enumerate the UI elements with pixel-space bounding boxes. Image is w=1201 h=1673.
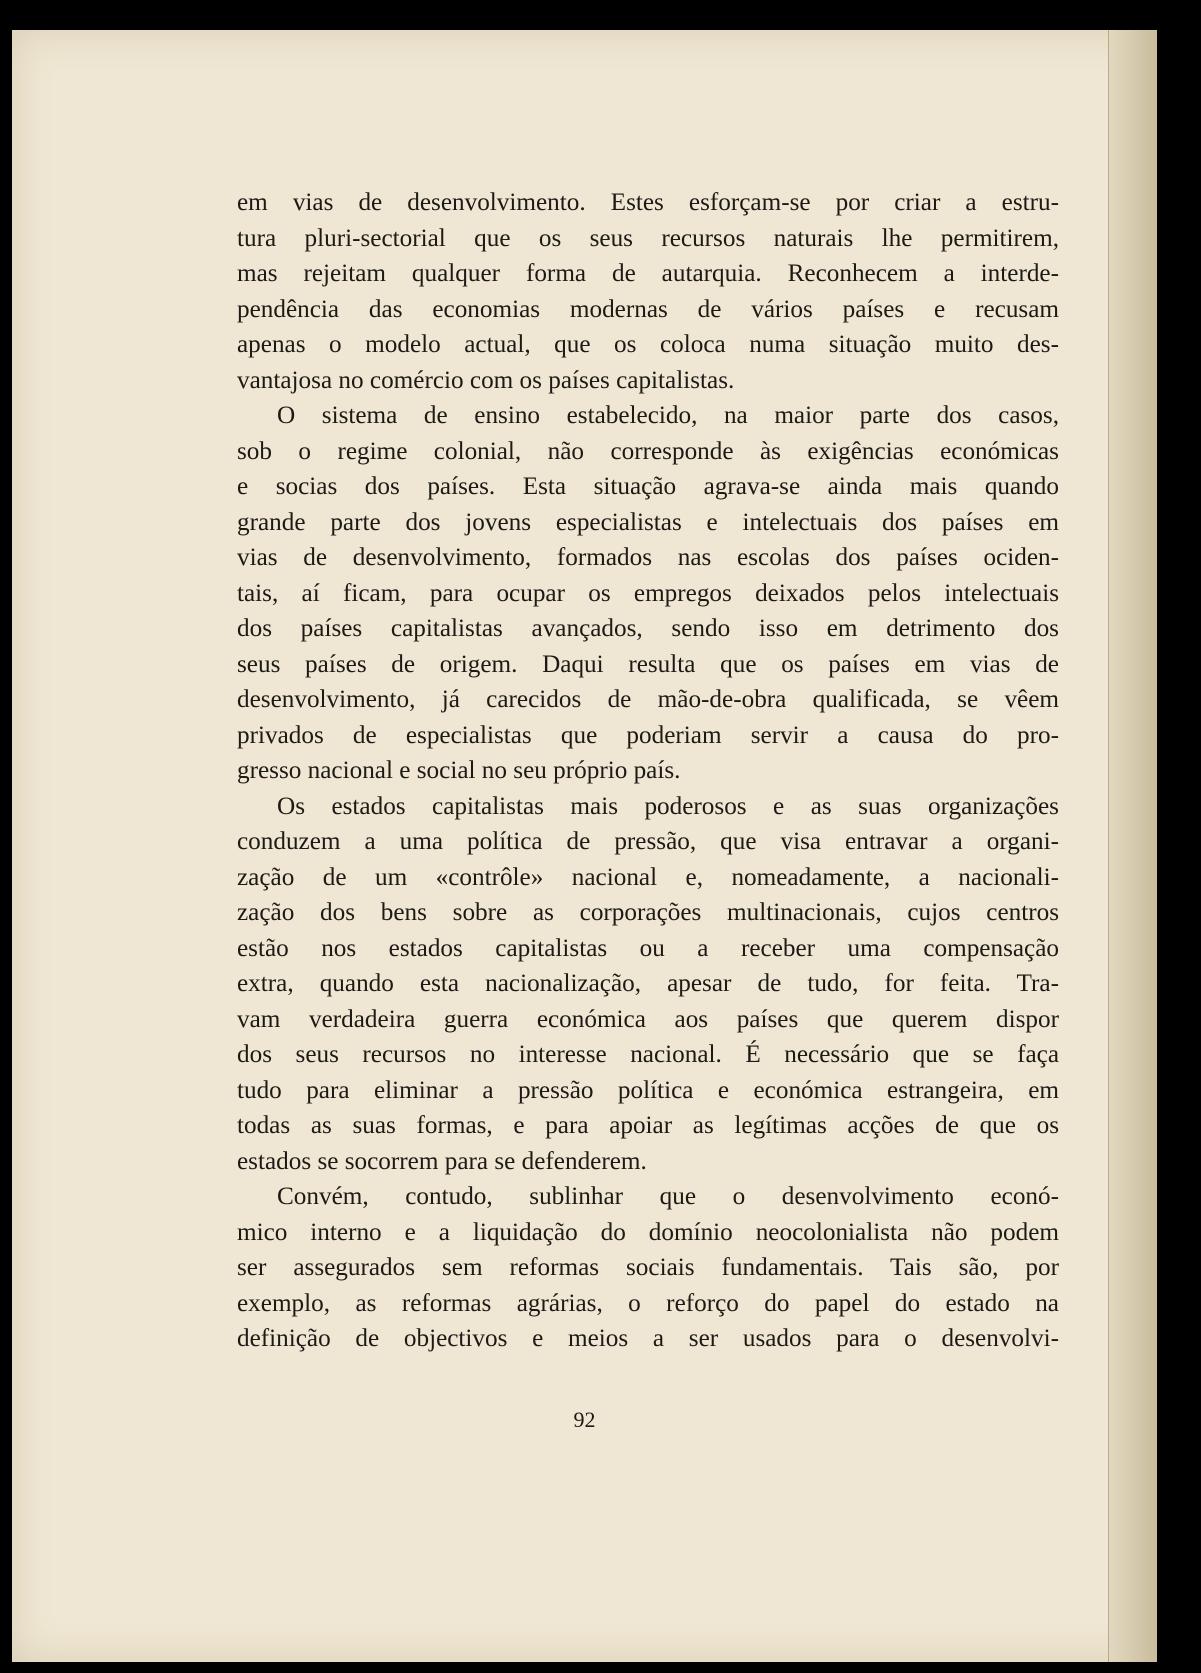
text-line: estão nos estados capitalistas ou a receber uma compensação xyxy=(237,934,1059,962)
text-line: mas rejeitam qualquer forma de autarquia. Reconhecem a interde- xyxy=(237,260,1059,287)
text-line: ser assegurados sem reformas sociais fundamentais. Tais são, por xyxy=(237,1254,1059,1281)
text-line: tudo para eliminar a pressão política e económica estrangeira, em xyxy=(237,1076,1059,1104)
text-line: seus países de origem. Daqui resulta que os países em vias de xyxy=(237,650,1059,678)
text-line: Os estados capitalistas mais poderosos e as suas organizações xyxy=(277,792,1059,820)
text-line: vam verdadeira guerra económica aos países que querem dispor xyxy=(237,1005,1059,1033)
page-number: 92 xyxy=(573,1407,596,1432)
text-line: definição de objectivos e meios a ser usados para o desenvolvi- xyxy=(237,1325,1059,1352)
text-line: e socias dos países. Esta situação agrava-se ainda mais quando xyxy=(237,473,1059,500)
text-line: O sistema de ensino estabelecido, na maior parte dos casos, xyxy=(277,402,1059,429)
text-line: apenas o modelo actual, que os coloca numa situação muito des- xyxy=(237,331,1059,358)
text-line: tais, aí ficam, para ocupar os empregos deixados pelos intelectuais xyxy=(237,579,1059,607)
book-page xyxy=(12,30,1157,1662)
text-line: tura pluri-sectorial que os seus recursos naturais lhe permitirem, xyxy=(237,224,1059,252)
text-line: pendência das economias modernas de vários países e recusam xyxy=(237,295,1059,323)
text-line: extra, quando esta nacionalização, apesar de tudo, for feita. Tra- xyxy=(237,970,1059,997)
text-line: zação de um «contrôle» nacional e, nomeadamente, a nacionali- xyxy=(237,863,1059,891)
text-line: grande parte dos jovens especialistas e intelectuais dos países em xyxy=(237,508,1059,536)
text-line: desenvolvimento, já carecidos de mão-de-obra qualificada, se vêem xyxy=(237,686,1059,713)
text-line: estados se socorrem para se defenderem. xyxy=(237,1147,647,1175)
text-line: gresso nacional e social no seu próprio país. xyxy=(237,757,681,784)
text-line: sob o regime colonial, não corresponde às exigências económicas xyxy=(237,437,1059,465)
text-line: vantajosa no comércio com os países capitalistas. xyxy=(237,366,735,394)
text-line: exemplo, as reformas agrárias, o reforço do papel do estado na xyxy=(237,1289,1059,1317)
text-line: dos países capitalistas avançados, sendo isso em detrimento dos xyxy=(237,615,1059,642)
text-line: mico interno e a liquidação do domínio neocolonialista não podem xyxy=(237,1218,1059,1246)
body-text xyxy=(237,185,1059,1357)
text-line: em vias de desenvolvimento. Estes esforçam-se por criar a estru- xyxy=(237,189,1059,216)
page-text-block xyxy=(237,185,1059,1357)
text-line: Convém, contudo, sublinhar que o desenvolvimento econó- xyxy=(277,1183,1059,1210)
text-line: conduzem a uma política de pressão, que visa entravar a organi- xyxy=(237,828,1059,855)
text-line: zação dos bens sobre as corporações multinacionais, cujos centros xyxy=(237,899,1059,926)
text-line: vias de desenvolvimento, formados nas escolas dos países ociden- xyxy=(237,544,1059,571)
text-line: todas as suas formas, e para apoiar as legítimas acções de que os xyxy=(237,1112,1059,1139)
text-line: dos seus recursos no interesse nacional. É necessário que se faça xyxy=(237,1041,1059,1068)
text-line: privados de especialistas que poderiam servir a causa do pro- xyxy=(237,721,1059,749)
